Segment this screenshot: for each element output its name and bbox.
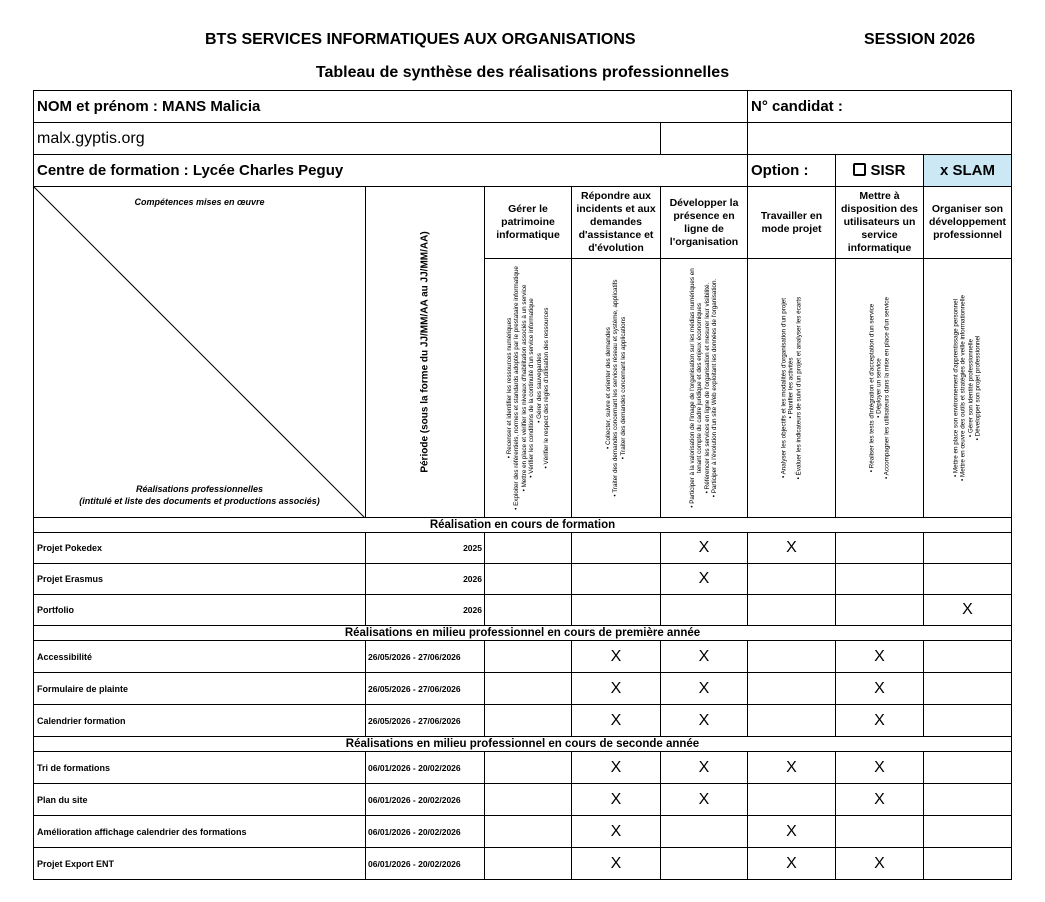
- competence-mark: X: [836, 848, 924, 880]
- option-sisr-label: SISR: [870, 162, 906, 179]
- realisation-period: 2026: [366, 564, 485, 595]
- competence-mark: [836, 595, 924, 626]
- realisation-period: 26/05/2026 - 27/06/2026: [366, 641, 485, 673]
- competence-mark: [924, 564, 1012, 595]
- competence-mark: [485, 752, 572, 784]
- period-header: [366, 187, 485, 518]
- table-row: [34, 784, 1012, 816]
- competence-mark: [924, 533, 1012, 564]
- section-title: Réalisations en milieu professionnel en cours de seconde année: [34, 737, 1012, 752]
- synthesis-table: [33, 90, 1012, 880]
- table-row: [34, 816, 1012, 848]
- competence-mark: [661, 848, 748, 880]
- competence-mark: [748, 595, 836, 626]
- competence-mark: [924, 705, 1012, 737]
- realisation-period: 06/01/2026 - 20/02/2026: [366, 816, 485, 848]
- table-row: [34, 848, 1012, 880]
- competence-mark: X: [572, 673, 661, 705]
- competence-mark: [485, 673, 572, 705]
- competence-details: [485, 259, 572, 518]
- competence-mark: X: [572, 752, 661, 784]
- document-subtitle: Tableau de synthèse des réalisations professionnelles: [315, 64, 730, 81]
- competence-mark: X: [924, 595, 1012, 626]
- competence-mark: [836, 564, 924, 595]
- competence-mark: X: [661, 752, 748, 784]
- option-label: Option :: [748, 155, 836, 187]
- competence-mark: X: [661, 641, 748, 673]
- competence-mark: [572, 595, 661, 626]
- competence-mark: [572, 564, 661, 595]
- realisations-subtitle: (intitulé et liste des documents et productions associés): [79, 496, 320, 506]
- table-row: [34, 641, 1012, 673]
- realisation-period: 06/01/2026 - 20/02/2026: [366, 848, 485, 880]
- realisation-name: Formulaire de plainte: [34, 673, 366, 705]
- table-row: [34, 564, 1012, 595]
- competence-mark: [924, 641, 1012, 673]
- competence-mark: [485, 641, 572, 673]
- realisation-period: 06/01/2026 - 20/02/2026: [366, 752, 485, 784]
- competence-mark: [485, 816, 572, 848]
- competence-mark: [748, 564, 836, 595]
- realisation-period: 2025: [366, 533, 485, 564]
- table-row: [34, 752, 1012, 784]
- competence-mark: [485, 705, 572, 737]
- training-centre: Centre de formation : Lycée Charles Peguy: [34, 155, 748, 187]
- table-row: [34, 595, 1012, 626]
- candidate-number-value: [748, 123, 1012, 155]
- competence-mark: [748, 673, 836, 705]
- competence-mark: X: [836, 641, 924, 673]
- diagonal-header: [34, 187, 366, 518]
- competence-mark: X: [572, 641, 661, 673]
- realisation-name: Plan du site: [34, 784, 366, 816]
- competence-mark: X: [661, 705, 748, 737]
- competence-mark: X: [572, 705, 661, 737]
- competence-title: Gérer le patrimoine informatique: [485, 187, 572, 259]
- competence-title: Développer la présence en ligne de l'organisation: [661, 187, 748, 259]
- candidate-website: malx.gyptis.org: [34, 123, 661, 155]
- competence-details: [661, 259, 748, 518]
- competence-details-text: • Participer à la valorisation de l'image de l'organisation sur les médias numériques en tenant compte du cadre juridique et des enjeux économiques • Référencer les services en ligne de l'organisation et mesurer leur visibilité. • Participer à l'évolution d'un site Web exploitant les données de l'organisation.: [689, 268, 719, 508]
- realisation-period: 06/01/2026 - 20/02/2026: [366, 784, 485, 816]
- competence-mark: [924, 816, 1012, 848]
- section-title: Réalisation en cours de formation: [34, 518, 1012, 533]
- competence-details: [836, 259, 924, 518]
- realisation-name: Calendrier formation: [34, 705, 366, 737]
- table-row: [34, 673, 1012, 705]
- candidate-number-label: N° candidat :: [748, 91, 1012, 123]
- table-row: [34, 705, 1012, 737]
- competence-details-text: • Analyser les objectifs et les modalités d'organisation d'un projet • Planifier les activités • Évaluer les indicateurs de suivi d'un projet et analyser les écarts: [780, 296, 803, 480]
- competence-details: [748, 259, 836, 518]
- realisation-name: Portfolio: [34, 595, 366, 626]
- session-label: SESSION 2026: [864, 31, 976, 48]
- realisation-name: Projet Pokedex: [34, 533, 366, 564]
- realisation-name: Amélioration affichage calendrier des formations: [34, 816, 366, 848]
- competence-mark: [924, 752, 1012, 784]
- competence-mark: X: [572, 848, 661, 880]
- section-header: [34, 518, 1012, 533]
- realisations-title: Réalisations professionnelles: [135, 484, 264, 494]
- competence-details-text: • Collecter, suivre et orienter des demandes • Traiter des demandes concernant les services réseau et système, applicatifs • Traiter des demandes concernant les applications: [605, 279, 627, 497]
- competence-mark: [924, 673, 1012, 705]
- competence-mark: [924, 784, 1012, 816]
- option-sisr: [836, 155, 924, 187]
- competence-mark: [485, 564, 572, 595]
- realisation-name: Projet Erasmus: [34, 564, 366, 595]
- competence-details-text: • Recenser et identifier les ressources numériques • Exploiter des référentiels, normes et standards adoptés par le prestataire informatique • Mettre en place et vérifier les niveaux d'habilitation associés à un service • Vérifier les conditions de la continuité d'un service informatique • Gérer des sauvegardes • Vérifier le respect des règles d'utilisation des ressources: [506, 266, 551, 510]
- competence-details: [924, 259, 1012, 518]
- table-row: [34, 533, 1012, 564]
- realisation-name: Accessibilité: [34, 641, 366, 673]
- competence-mark: [748, 705, 836, 737]
- competence-mark: [485, 595, 572, 626]
- realisation-name: Projet Export ENT: [34, 848, 366, 880]
- competence-mark: [485, 784, 572, 816]
- competence-mark: [572, 533, 661, 564]
- competence-mark: [748, 641, 836, 673]
- realisation-period: 2026: [366, 595, 485, 626]
- diagonal-line: [34, 187, 366, 518]
- competence-details: [572, 259, 661, 518]
- competence-mark: X: [572, 816, 661, 848]
- competence-mark: X: [661, 673, 748, 705]
- competence-details-text: • Mettre en place son environnement d'apprentissage personnel • Mettre en œuvre des outils et stratégies de veille informationnelle • Gérer son identité professionnelle • Développer son projet professionnel: [952, 295, 982, 481]
- competence-mark: X: [836, 784, 924, 816]
- competence-mark: X: [661, 784, 748, 816]
- option-slam: x SLAM: [924, 155, 1012, 187]
- candidate-name: NOM et prénom : MANS Malicia: [34, 91, 748, 123]
- competence-mark: X: [836, 705, 924, 737]
- competence-mark: X: [836, 752, 924, 784]
- competence-mark: [485, 533, 572, 564]
- competence-mark: X: [748, 752, 836, 784]
- competence-mark: [924, 848, 1012, 880]
- competence-title: Répondre aux incidents et aux demandes d'assistance et d'évolution: [572, 187, 661, 259]
- section-header: [34, 626, 1012, 641]
- competence-mark: X: [748, 816, 836, 848]
- competence-details-text: • Réaliser les tests d'intégration et d'acceptation d'un service • Déployer un service • Accompagner les utilisateurs dans la mise en place d'un service: [868, 297, 891, 479]
- document-title: BTS SERVICES INFORMATIQUES AUX ORGANISATIONS: [205, 31, 636, 48]
- competence-mark: [748, 784, 836, 816]
- competence-mark: X: [748, 533, 836, 564]
- competence-mark: X: [836, 673, 924, 705]
- competence-mark: X: [661, 564, 748, 595]
- empty-cell: [661, 123, 748, 155]
- realisation-period: 26/05/2026 - 27/06/2026: [366, 705, 485, 737]
- competence-mark: X: [572, 784, 661, 816]
- competence-mark: X: [661, 533, 748, 564]
- competence-mark: [836, 816, 924, 848]
- competences-label: Compétences mises en œuvre: [134, 197, 265, 207]
- competence-title: Travailler en mode projet: [748, 187, 836, 259]
- section-header: [34, 737, 1012, 752]
- checkbox-icon: [853, 163, 866, 176]
- competence-mark: [661, 595, 748, 626]
- competence-title: Mettre à disposition des utilisateurs un service informatique: [836, 187, 924, 259]
- competence-mark: [485, 848, 572, 880]
- competence-mark: [661, 816, 748, 848]
- period-header-label: Période (sous la forme du JJ/MM/AA au JJ/MM/AA): [419, 231, 431, 473]
- competence-mark: X: [748, 848, 836, 880]
- realisation-name: Tri de formations: [34, 752, 366, 784]
- competence-mark: [836, 533, 924, 564]
- competence-title: Organiser son développement professionnel: [924, 187, 1012, 259]
- realisations-label: [34, 483, 365, 507]
- realisation-period: 26/05/2026 - 27/06/2026: [366, 673, 485, 705]
- section-title: Réalisations en milieu professionnel en cours de première année: [34, 626, 1012, 641]
